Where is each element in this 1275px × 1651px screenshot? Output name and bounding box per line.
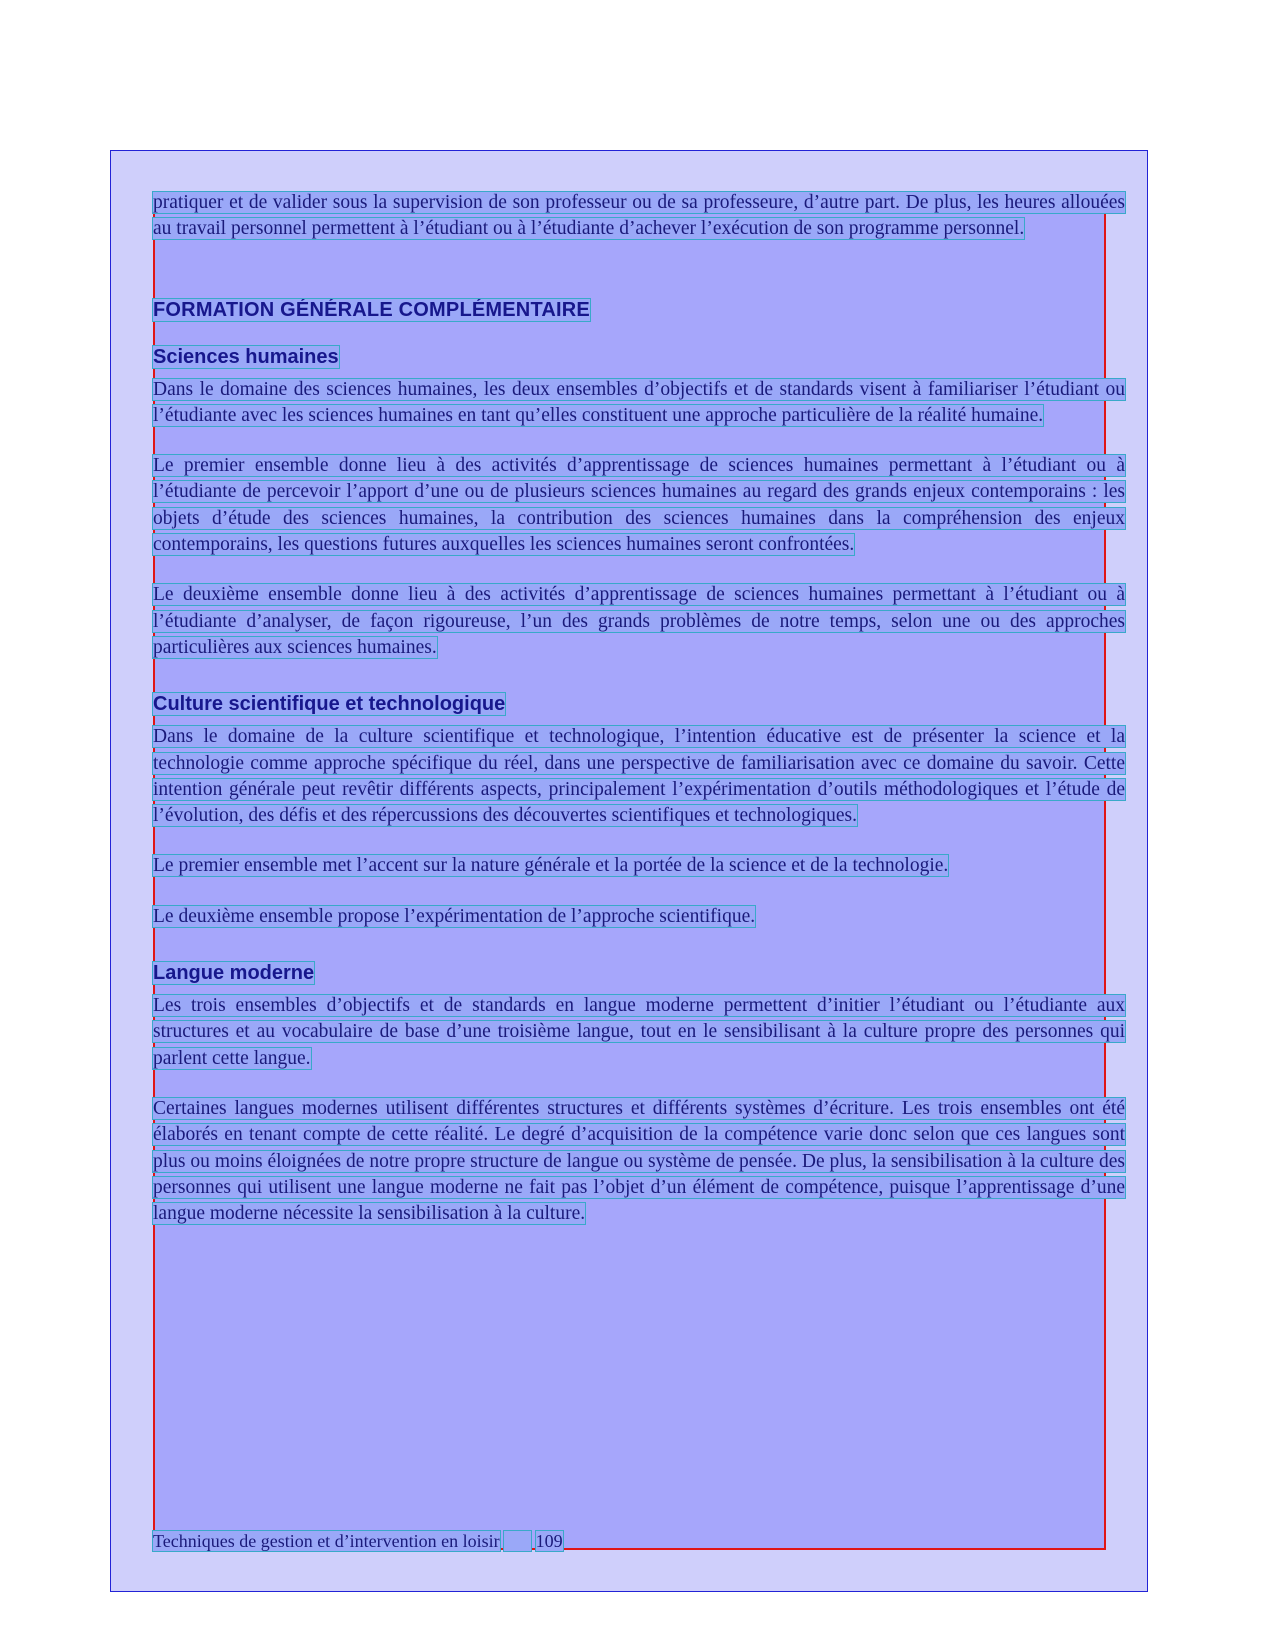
document-body — [153, 190, 1125, 1227]
footer-separator — [504, 1531, 531, 1551]
section-title: FORMATION GÉNÉRALE COMPLÉMENTAIRE — [153, 298, 590, 321]
paragraph-culture-scientifique-3: Le deuxième ensemble propose l’expérimentation de l’approche scientifique. — [153, 905, 756, 927]
paragraph-culture-scientifique-2: Le premier ensemble met l’accent sur la nature générale et la portée de la science et de la technologie. — [153, 855, 949, 877]
intro-paragraph: pratiquer et de valider sous la supervision de son professeur ou de sa professeure, d’autre part. De plus, les heures allouées au travail personnel permettent à l’étudiant ou à l’étudiante d’achever l’exécution de son programme personnel. — [153, 192, 1125, 240]
paragraph-culture-scientifique-1: Dans le domaine de la culture scientifique et technologique, l’intention éducative est de présenter la science et la technologie comme approche spécifique du réel, dans une perspective de familiarisation avec ce domaine du savoir. Cette intention générale peut revêtir différents aspects, principalement l’expérimentation d’outils méthodologiques et l’étude de l’évolution, des défis et des répercussions des découvertes scientifiques et technologiques. — [153, 726, 1125, 827]
heading-sciences-humaines: Sciences humaines — [153, 345, 339, 368]
heading-culture-scientifique: Culture scientifique et technologique — [153, 693, 506, 716]
paragraph-sciences-humaines-2: Le premier ensemble donne lieu à des activités d’apprentissage de sciences humaines permettant à l’étudiant ou à l’étudiante de percevoir l’apport d’une ou de plusieurs sciences humaines au regard des grands enjeux contemporains : les objets d’étude des sciences humaines, la contribution des sciences humaines dans la compréhension des enjeux contemporains, les questions futures auxquelles les sciences humaines seront confrontées. — [153, 455, 1125, 556]
paragraph-sciences-humaines-3: Le deuxième ensemble donne lieu à des activités d’apprentissage de sciences humaines permettant à l’étudiant ou à l’étudiante d’analyser, de façon rigoureuse, l’un des grands problèmes de notre temps, selon une ou des approches particulières aux sciences humaines. — [153, 584, 1125, 658]
footer-program-name: Techniques de gestion et d’intervention en loisir — [153, 1531, 500, 1551]
page-footer — [153, 1530, 563, 1552]
heading-langue-moderne: Langue moderne — [153, 962, 315, 985]
paragraph-langue-moderne-1: Les trois ensembles d’objectifs et de standards en langue moderne permettent d’initier l’étudiant ou l’étudiante aux structures et au vocabulaire de base d’une troisième langue, tout en le sensibilisant à la culture propre des personnes qui parlent cette langue. — [153, 995, 1125, 1069]
paragraph-langue-moderne-2: Certaines langues modernes utilisent différentes structures et différents systèmes d’écriture. Les trois ensembles ont été élaborés en tenant compte de cette réalité. Le degré d’acquisition de la compétence varie donc selon que ces langues sont plus ou moins éloignées de notre propre structure de langue ou système de pensée. De plus, la sensibilisation à la culture des personnes qui utilisent une langue moderne ne fait pas l’objet d’un élément de compétence, puisque l’apprentissage d’une langue moderne nécessite la sensibilisation à la culture. — [153, 1097, 1125, 1225]
footer-page-number: 109 — [535, 1531, 563, 1551]
paragraph-sciences-humaines-1: Dans le domaine des sciences humaines, les deux ensembles d’objectifs et de standards visent à familiariser l’étudiant ou l’étudiante avec les sciences humaines en tant qu’elles constituent une approche particulière de la réalité humaine. — [153, 378, 1125, 426]
